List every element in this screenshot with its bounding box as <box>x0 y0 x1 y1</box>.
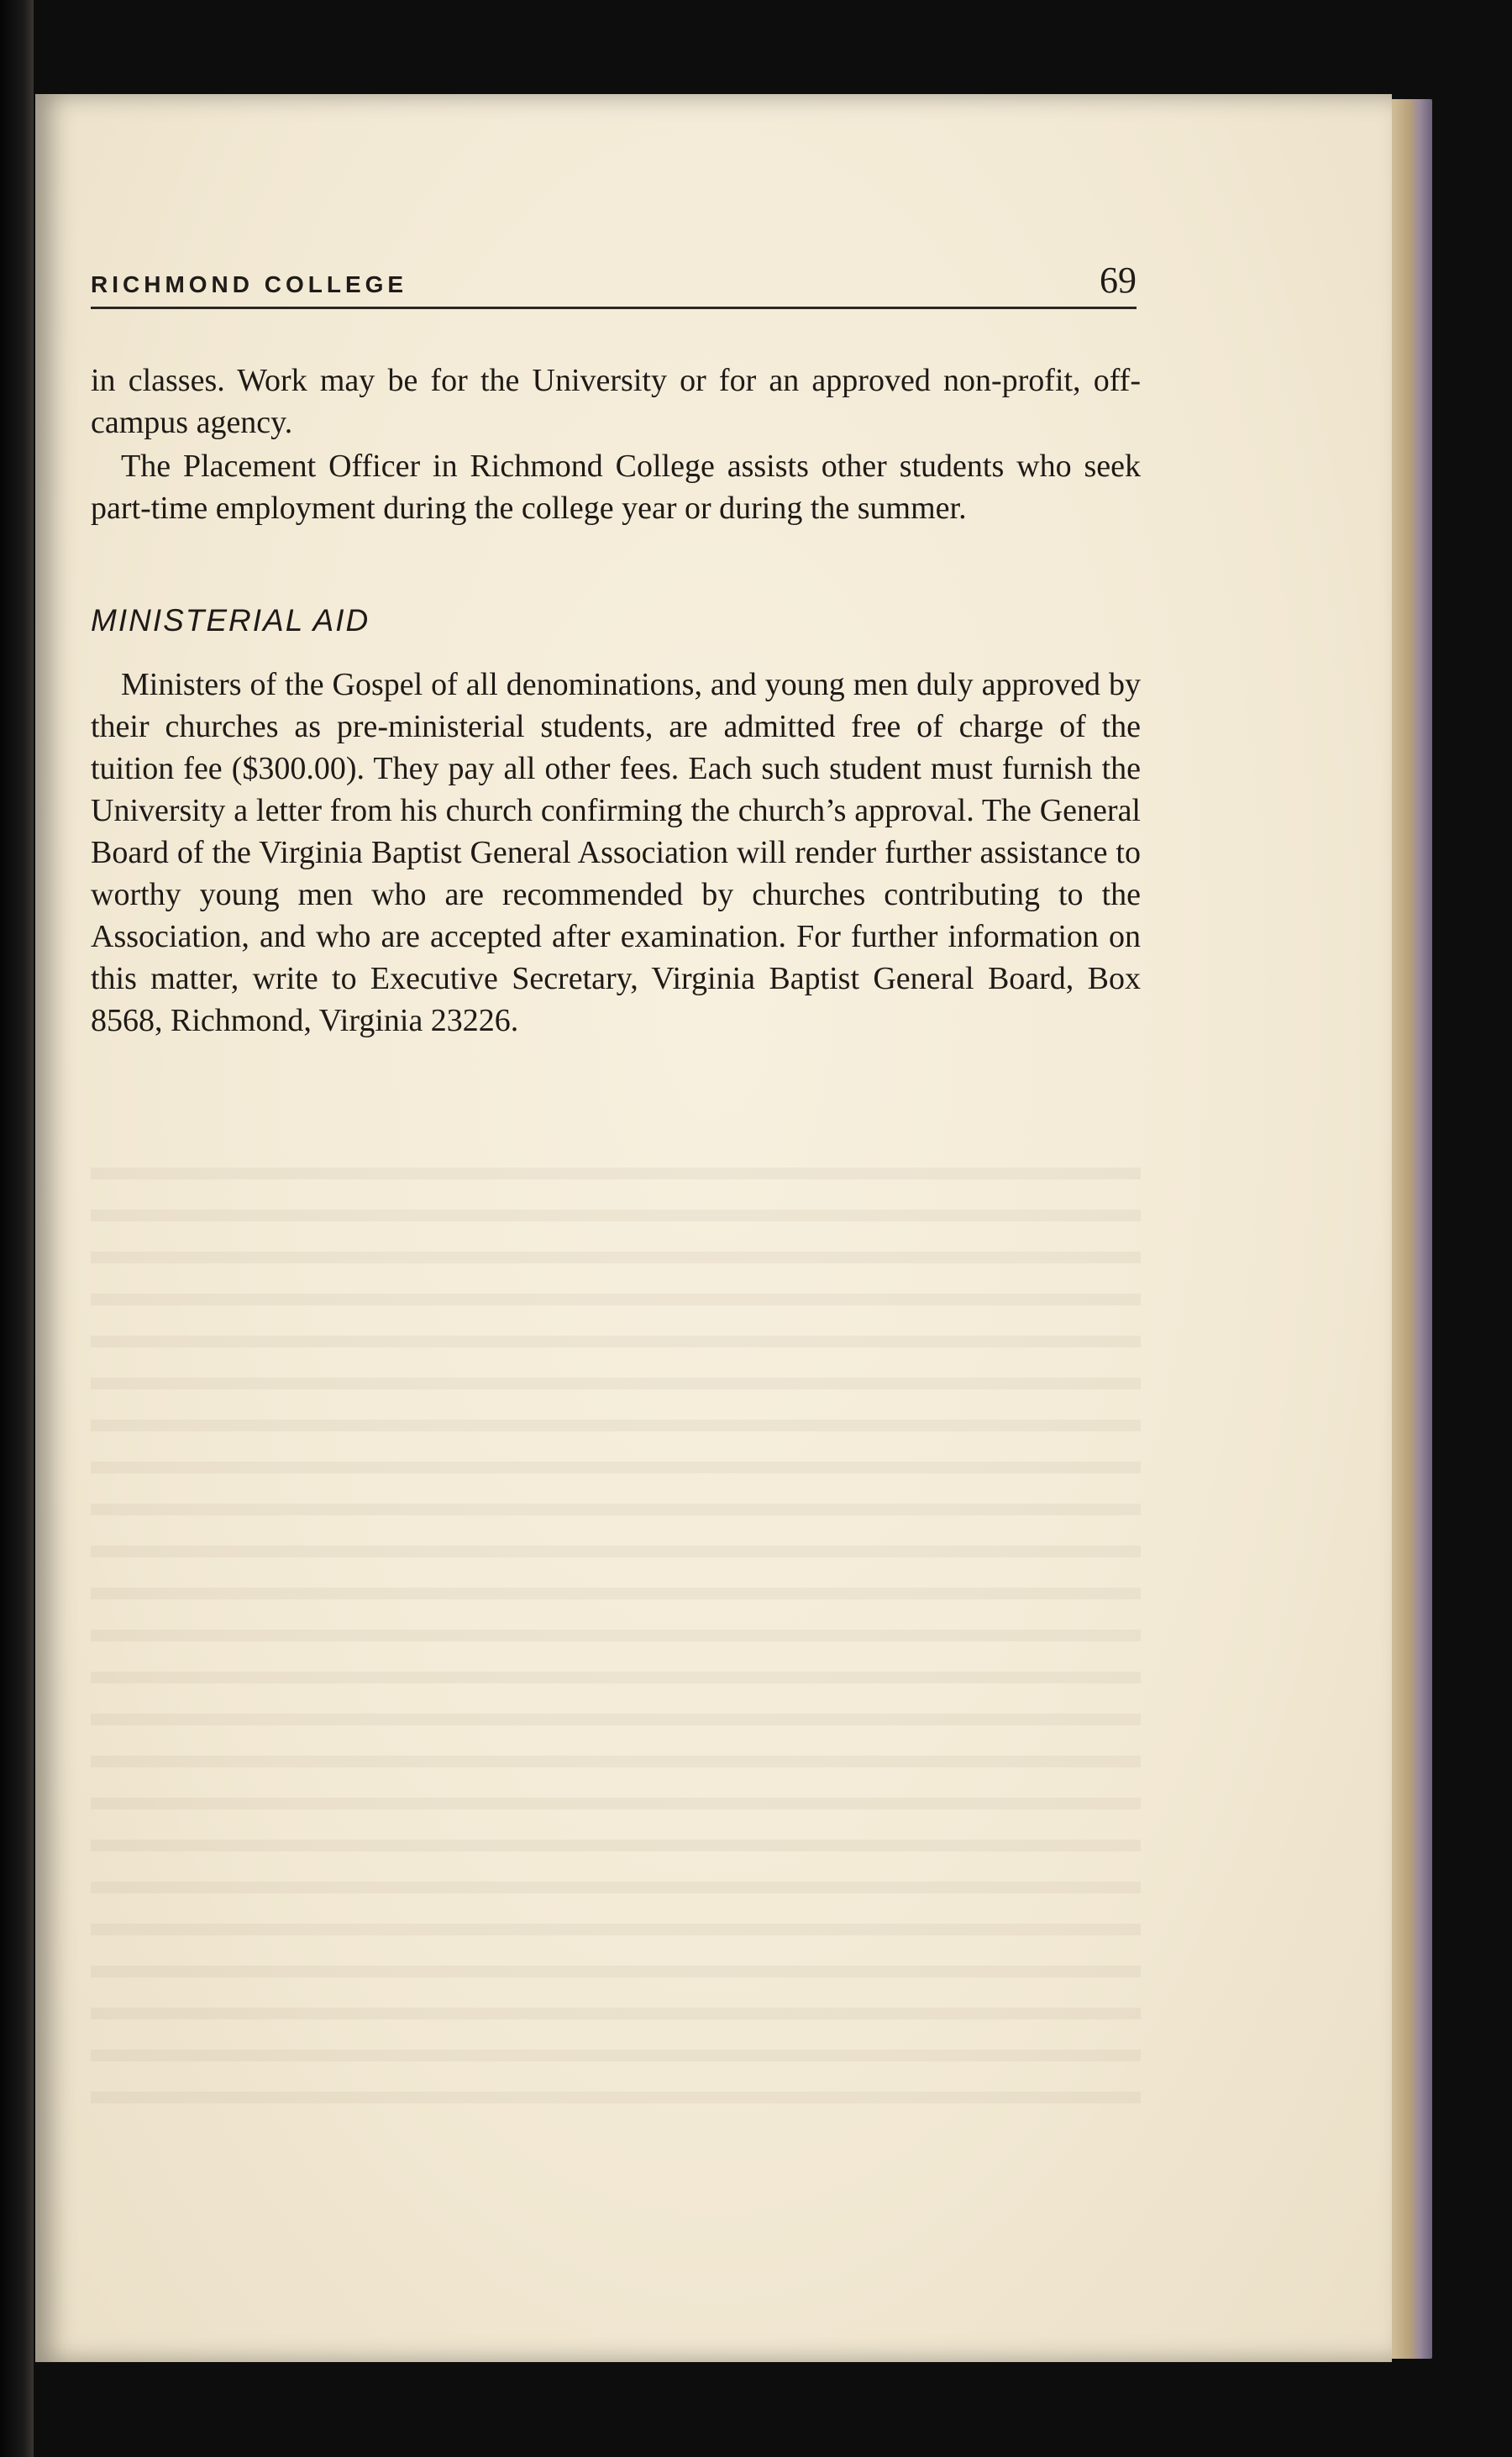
paragraph-continued <box>91 360 1141 444</box>
page-number: 69 <box>1100 260 1137 301</box>
paragraph-1-text: in classes. Work may be for the University or for an approved non-profit, off-campus agency. <box>91 363 1141 440</box>
paragraph-placement <box>91 445 1141 529</box>
paragraph-3-text: Ministers of the Gospel of all denominations, and young men duly approved by their churches as pre-ministerial students, are admitted free of charge of the tuition fee ($300.00). They pay all other fees. Each such student must furnish the University a letter from his church confirming the church’s approval. The General Board of the Virginia Baptist General Association will render further assistance to worthy young men who are recommended by churches contributing to the Association, and who are accepted after examination. For further information on this matter, write to Executive Secretary, Virginia Baptist General Board, Box 8568, Richmond, Virginia 23226. <box>91 667 1141 1038</box>
paragraph-2-text: The Placement Officer in Richmond College assists other students who seek part-time employment during the college year or during the summer. <box>91 449 1141 526</box>
section-heading: MINISTERIAL AID <box>91 603 370 638</box>
running-title: RICHMOND COLLEGE <box>91 271 408 297</box>
running-header <box>91 256 1137 309</box>
show-through-texture <box>91 1142 1141 2108</box>
book-binding-edge <box>0 0 34 2457</box>
paragraph-ministerial-aid <box>91 664 1141 1042</box>
